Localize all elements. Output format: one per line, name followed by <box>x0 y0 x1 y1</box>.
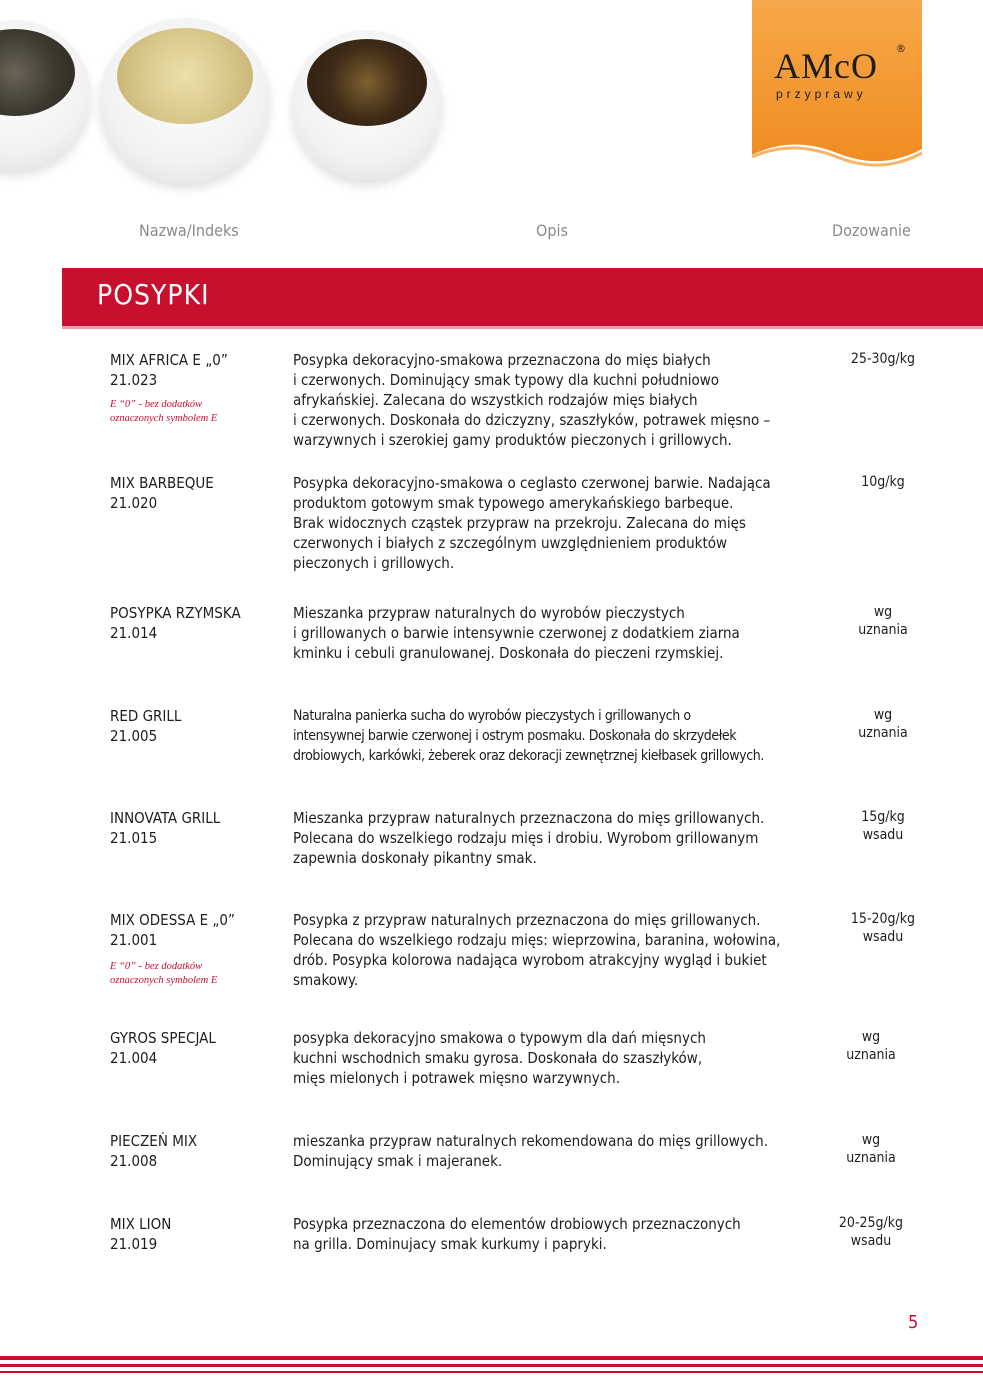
product-description: Posypka z przypraw naturalnych przeznaczona do mięs grillowanych. Polecana do wszelkiego rodzaju mięs: wieprzowina, baranina, wołowina, drób. Posypka kolorowa nadająca wyrobom atrakcyjny wygląd i bukiet smakowy. <box>293 911 781 989</box>
column-header-name: Nazwa/Indeks <box>139 221 239 240</box>
note-line: E “0” - bez dodatków <box>110 399 203 410</box>
product-name <box>110 603 241 643</box>
product-name <box>110 706 181 746</box>
product-description: Posypka dekoracyjno-smakowa o ceglasto czerwonej barwie. Nadająca produktom gotowym smak typowego amerykańskiego barbeque. Brak widocznych cząstek przypraw na przekroju. Zalecana do mięs czerwonych i białych z szczególnym uwzględnieniem produktów pieczonych i grillowych. <box>293 474 771 572</box>
product-dosage: 25-30g/kg <box>850 351 916 367</box>
product-name <box>110 910 235 950</box>
product-note <box>110 398 217 426</box>
product-index: 21.020 <box>110 494 158 512</box>
column-header-description: Opis <box>536 221 568 240</box>
product-index: 21.008 <box>110 1152 158 1170</box>
product-dosage: 15g/kg wsadu <box>861 809 905 843</box>
product-index: 21.015 <box>110 829 158 847</box>
logo-tab <box>752 0 922 175</box>
product-dosage: wg uznania <box>858 604 908 638</box>
product-dosage: wg uznania <box>846 1132 896 1166</box>
product-note <box>110 960 217 988</box>
product-description: Mieszanka przypraw naturalnych do wyrobów pieczystych i grillowanych o barwie intensywnie czerwonej z dodatkiem ziarna kminku i cebuli granulowanej. Doskonała do pieczeni rzymskiej. <box>293 604 740 662</box>
product-name <box>110 1131 197 1171</box>
product-title: RED GRILL <box>110 707 182 725</box>
product-name <box>110 350 228 390</box>
product-index: 21.005 <box>110 727 158 745</box>
product-name <box>110 1028 216 1068</box>
page-number: 5 <box>908 1312 919 1333</box>
product-title: MIX ODESSA E „0” <box>110 911 235 929</box>
spice-bowl-sesame <box>100 18 270 183</box>
section-title: POSYPKI <box>97 278 210 311</box>
product-index: 21.023 <box>110 371 158 389</box>
product-description: Naturalna panierka sucha do wyrobów pieczystych i grillowanych o intensywnej barwie czerwonej i ostrym posmaku. Doskonała do skrzydełek drobiowych, karkówki, żeberek oraz dekoracji zewnętrznej kiełbasek grillowych. <box>293 708 764 764</box>
product-description: Mieszanka przypraw naturalnych przeznaczona do mięs grillowanych. Polecana do wszelkiego rodzaju mięs i drobiu. Wyrobom grillowanym zapewnia doskonały pikantny smak. <box>293 809 765 867</box>
footer-stripe <box>0 1364 983 1367</box>
product-title: INNOVATA GRILL <box>110 809 221 827</box>
logo-text: AMcO <box>774 46 878 86</box>
product-description: Posypka dekoracyjno-smakowa przeznaczona do mięs białych i czerwonych. Dominujący smak typowy dla kuchni południowo afrykańskiej. Zalecana do wszystkich rodzajów mięs białych i czerwonych. Doskonała do dziczyzny, szaszłyków, potrawek mięsno – warzywnych i szerokiej gamy produktów pieczonych i grillowych. <box>293 351 771 449</box>
logo-wave-icon <box>752 135 922 185</box>
product-description: mieszanka przypraw naturalnych rekomendowana do mięs grillowych. Dominujący smak i majeranek. <box>293 1132 768 1170</box>
product-dosage: 20-25g/kg wsadu <box>838 1215 904 1249</box>
product-index: 21.014 <box>110 624 158 642</box>
spice-bowl-mix <box>292 30 442 180</box>
section-banner <box>62 268 983 326</box>
product-index: 21.004 <box>110 1049 158 1067</box>
footer-stripe <box>0 1371 983 1373</box>
product-description: posypka dekoracyjno smakowa o typowym dla dań mięsnych kuchni wschodnich smaku gyrosa. Doskonała do szaszłyków, mięs mielonych i potrawek mięsno warzywnych. <box>293 1029 706 1087</box>
logo-registered-mark: ® <box>896 42 906 55</box>
column-header-dosage: Dozowanie <box>832 221 911 240</box>
product-title: POSYPKA RZYMSKA <box>110 604 241 622</box>
product-title: GYROS SPECJAL <box>110 1029 216 1047</box>
product-dosage: wg uznania <box>858 707 908 741</box>
note-line: oznaczonych symbolem E <box>110 413 218 424</box>
product-title: MIX AFRICA E „0” <box>110 351 228 369</box>
product-title: MIX BARBEQUE <box>110 474 214 492</box>
spice-bowl-pepper <box>0 20 90 170</box>
product-name <box>110 1214 171 1254</box>
product-dosage: wg uznania <box>846 1029 896 1063</box>
product-index: 21.001 <box>110 931 158 949</box>
note-line: oznaczonych symbolem E <box>110 975 218 986</box>
product-title: PIECZEŃ MIX <box>110 1132 198 1150</box>
footer-stripe <box>0 1356 983 1360</box>
product-dosage: 10g/kg <box>861 474 905 490</box>
product-description: Posypka przeznaczona do elementów drobiowych przeznaczonych na grilla. Dominujacy smak kurkumy i papryki. <box>293 1215 741 1253</box>
product-title: MIX LION <box>110 1215 172 1233</box>
logo-subtitle: przyprawy <box>776 87 867 101</box>
product-name <box>110 473 214 513</box>
product-name <box>110 808 220 848</box>
note-line: E “0” - bez dodatków <box>110 961 203 972</box>
product-index: 21.019 <box>110 1235 158 1253</box>
product-dosage: 15-20g/kg wsadu <box>850 911 916 945</box>
